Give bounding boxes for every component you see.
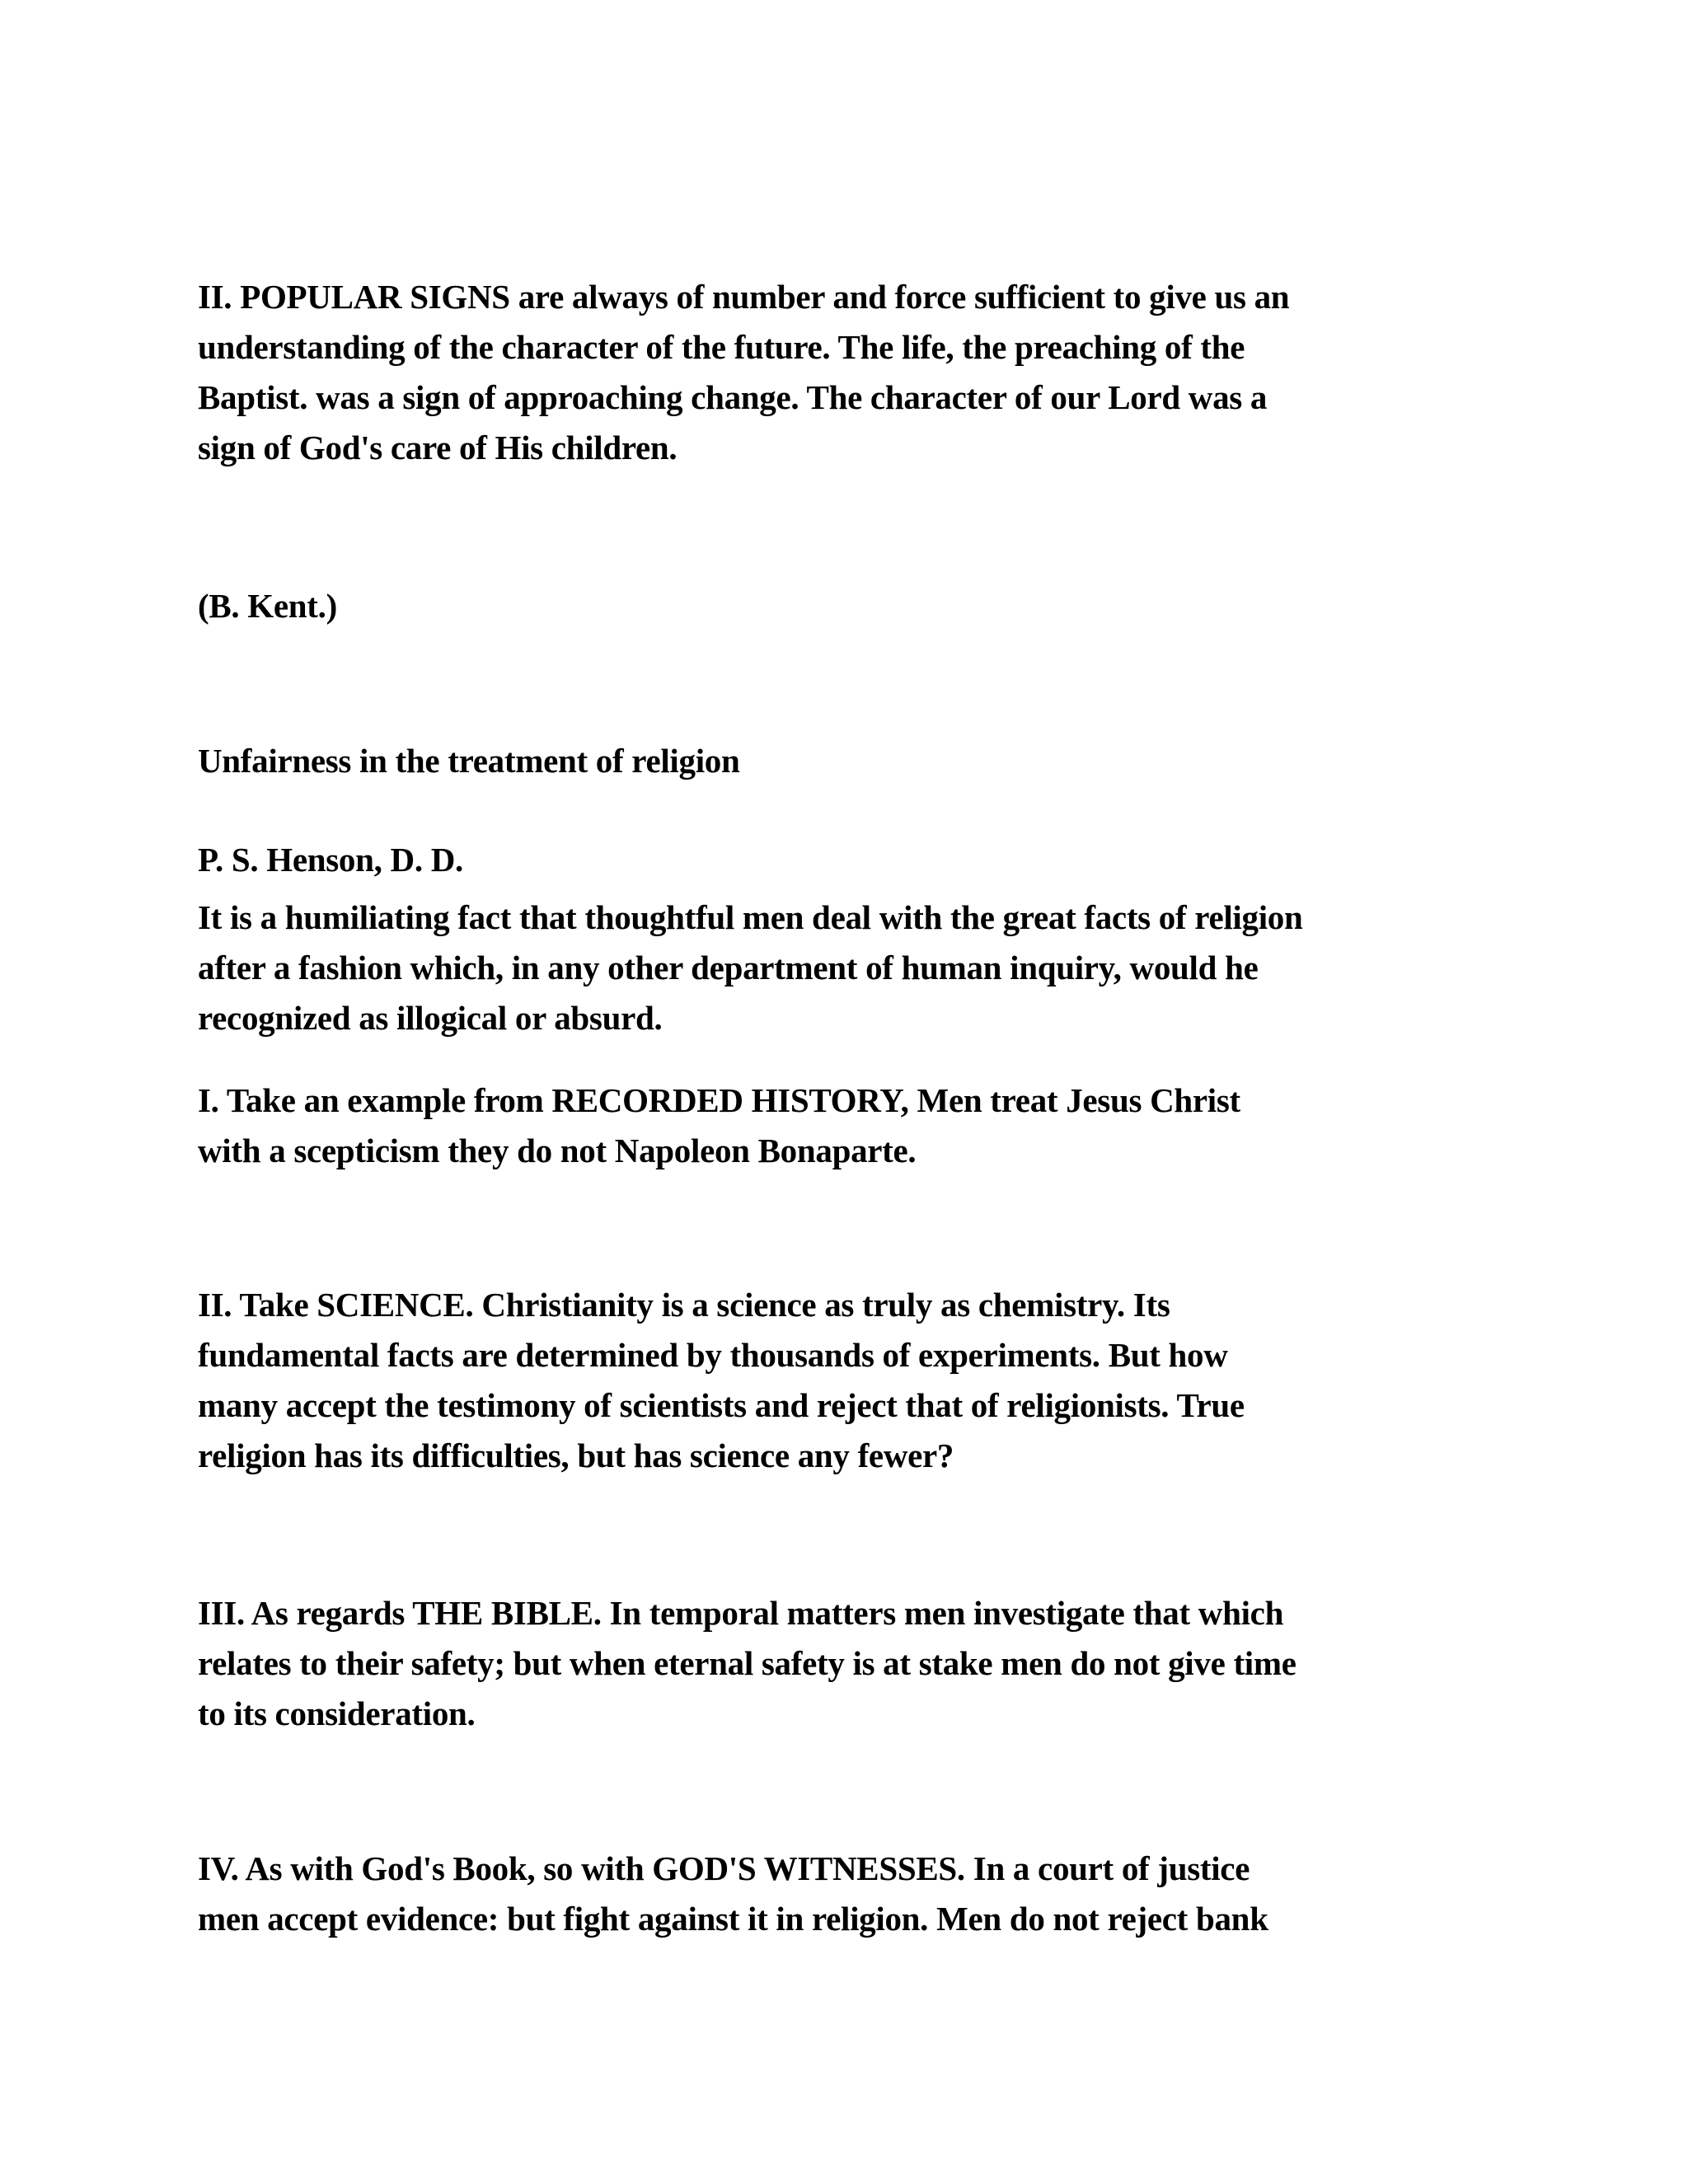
text-line: sign of God's care of His children. [198,429,678,466]
text-line: relates to their safety; but when eternal safety is at stake men do not give time [198,1644,1296,1682]
text-line: understanding of the character of the future. The life, the preaching of the [198,328,1245,366]
text-line: II. Take SCIENCE. Christianity is a science as truly as chemistry. Its [198,1286,1170,1324]
attribution [198,581,1517,631]
author-line [198,835,1517,885]
text-line: religion has its difficulties, but has science any fewer? [198,1436,954,1474]
text-line: It is a humiliating fact that thoughtful men deal with the great facts of religion [198,898,1303,936]
text-line: many accept the testimony of scientists and reject that of religionists. True [198,1386,1245,1424]
text-line: (B. Kent.) [198,587,337,625]
paragraph-popular-signs [198,272,1517,473]
paragraph-bible [198,1588,1517,1739]
text-line: P. S. Henson, D. D. [198,841,463,879]
text-line: fundamental facts are determined by thousands of experiments. But how [198,1336,1228,1374]
text-line: IV. As with God's Book, so with GOD'S WITNESSES. In a court of justice [198,1849,1250,1887]
paragraph-gods-witnesses [198,1844,1517,1944]
text-line: III. As regards THE BIBLE. In temporal matters men investigate that which [198,1594,1284,1632]
text-line: after a fashion which, in any other department of human inquiry, would he [198,949,1259,987]
text-line: with a scepticism they do not Napoleon Bonaparte. [198,1132,917,1169]
text-line: Unfairness in the treatment of religion [198,742,740,780]
text-line: II. POPULAR SIGNS are always of number and force sufficient to give us an [198,278,1290,316]
text-line: to its consideration. [198,1694,476,1732]
paragraph-recorded-history [198,1076,1517,1176]
text-line: Baptist. was a sign of approaching change. The character of our Lord was a [198,378,1268,416]
text-line: I. Take an example from RECORDED HISTORY, Men treat Jesus Christ [198,1081,1240,1119]
text-line: men accept evidence: but fight against it in religion. Men do not reject bank [198,1900,1268,1938]
paragraph-intro [198,893,1517,1043]
text-line: recognized as illogical or absurd. [198,999,663,1037]
paragraph-science [198,1280,1517,1481]
section-title [198,736,1517,786]
